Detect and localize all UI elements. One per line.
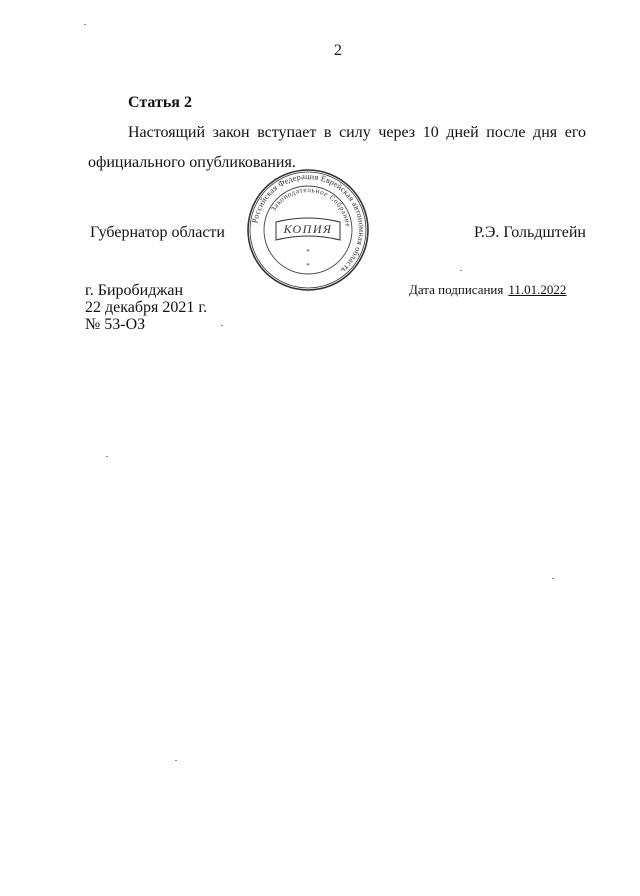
scan-speck: [552, 578, 554, 579]
scan-speck: [84, 24, 86, 25]
signatory-name: Р.Э. Гольдштейн: [473, 224, 586, 241]
scan-speck: [175, 760, 177, 761]
adoption-date: 22 декабря 2021 г.: [85, 299, 208, 316]
signing-date-value: 11.01.2022: [508, 282, 567, 297]
official-seal-stamp: [246, 168, 370, 292]
article-text-line-1: Настоящий закон вступает в силу через 10 дней после дня его: [128, 124, 586, 141]
page-number: 2: [334, 42, 342, 59]
article-title: Статья 2: [128, 94, 192, 111]
scan-speck: [221, 325, 223, 326]
scan-speck: [460, 270, 462, 271]
svg-text:*: *: [306, 248, 310, 256]
seal-inner-text: Законодательное Собрание: [269, 185, 352, 228]
law-number: № 53-ОЗ: [85, 316, 146, 333]
place-of-signing: г. Биробиджан: [85, 282, 184, 299]
article-text-line-2: официального опубликования.: [88, 154, 296, 171]
seal-center-text: КОПИЯ: [283, 222, 333, 236]
svg-text:*: *: [306, 262, 310, 270]
seal-outer-text: Российская Федерация Еврейская автономная область: [250, 171, 367, 275]
scan-speck: [106, 456, 108, 457]
signatory-position: Губернатор области: [90, 224, 225, 241]
signing-date-label: Дата подписания: [409, 282, 504, 297]
signing-date: [409, 282, 566, 298]
